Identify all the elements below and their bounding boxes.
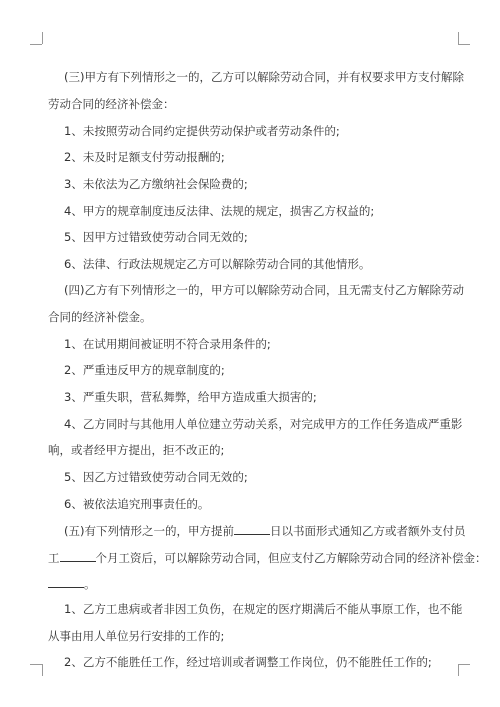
compensation-blank [48, 576, 84, 588]
section-3-item-1: 1、未按照劳动合同约定提供劳动保护或者劳动条件的; [64, 124, 340, 138]
section-3-heading: (三)甲方有下列情形之一的，乙方可以解除劳动合同，并有权要求甲方支付解除 [64, 70, 464, 84]
section-4-item-6: 6、被依法追究刑事责任的。 [64, 497, 210, 511]
section-5-heading [64, 523, 465, 538]
compensation-period: 。 [84, 577, 96, 591]
section-5-heading-cont [48, 550, 487, 565]
section-3-item-4: 4、甲方的规章制度违反法律、法规的规定，损害乙方权益的; [64, 204, 375, 218]
compensation-blank-line [48, 576, 96, 591]
section-4-heading-cont: 合同的经济补偿金。 [48, 310, 152, 324]
section-4-item-2: 2、严重违反甲方的规章制度的; [64, 363, 225, 377]
section-3-item-6: 6、法律、行政法规规定乙方可以解除劳动合同的其他情形。 [64, 257, 371, 271]
section-5-heading-part-2: 日以书面形式通知乙方或者额外支付员 [269, 524, 466, 538]
days-blank [234, 523, 270, 535]
section-3-heading-cont: 劳动合同的经济补偿金： [48, 97, 175, 111]
section-4-item-3: 3、严重失职，营私舞弊，给甲方造成重大损害的; [64, 390, 317, 404]
section-5-heading-part-1: (五)有下列情形之一的，甲方提前 [64, 524, 234, 538]
section-3-item-2: 2、未及时足额支付劳动报酬的; [64, 150, 225, 164]
section-4-item-5: 5、因乙方过错致使劳动合同无效的; [64, 470, 248, 484]
months-blank [60, 550, 96, 562]
section-5-cont-part-1: 工 [48, 551, 60, 565]
section-3-item-5: 5、因甲方过错致使劳动合同无效的; [64, 230, 248, 244]
section-3-item-3: 3、未依法为乙方缴纳社会保险费的; [64, 177, 248, 191]
section-5-cont-part-2: 个月工资后，可以解除劳动合同，但应支付乙方解除劳动合同的经济补偿金： [95, 551, 487, 565]
section-4-item-1: 1、在试用期间被证明不符合录用条件的; [64, 337, 271, 351]
section-5-item-1-cont: 从事由用人单位另行安排的工作的; [48, 629, 225, 643]
section-4-heading: (四)乙方有下列情形之一的，甲方可以解除劳动合同，且无需支付乙方解除劳动 [64, 283, 464, 297]
section-5-item-2: 2、乙方不能胜任工作，经过培训或者调整工作岗位，仍不能胜任工作的; [64, 655, 432, 669]
section-5-item-1: 1、乙方工患病或者非因工负伤，在规定的医疗期满后不能从事原工作，也不能 [64, 602, 463, 616]
section-4-item-4: 4、乙方同时与其他用人单位建立劳动关系，对完成甲方的工作任务造成严重影 [64, 417, 463, 431]
section-4-item-4-cont: 响，或者经甲方提出，拒不改正的; [48, 443, 225, 457]
